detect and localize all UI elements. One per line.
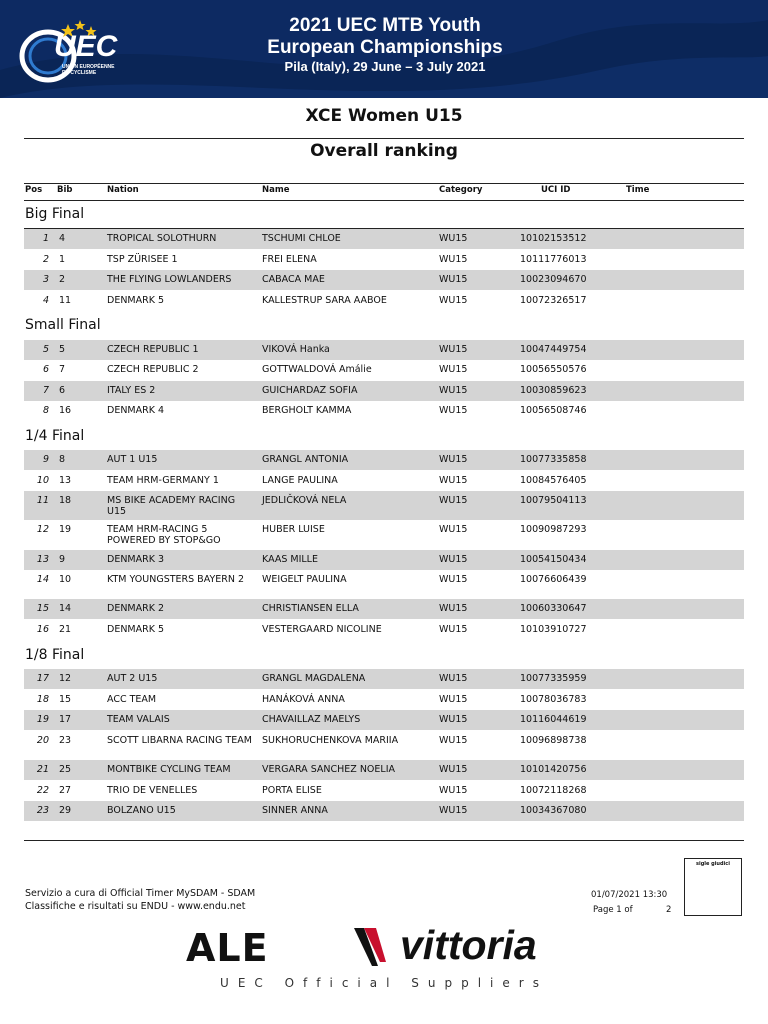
column-header-uci-id: UCI ID (541, 185, 571, 195)
cell-category: WU15 (439, 295, 468, 306)
cell-nation: DENMARK 5 (107, 624, 165, 635)
cell-pos: 16 (36, 624, 49, 635)
results-link-text: Classifiche e risultati su ENDU - www.endu.net (25, 901, 246, 912)
table-row (24, 450, 744, 470)
cell-bib: 25 (59, 764, 72, 775)
cell-pos: 13 (36, 554, 49, 565)
table-row (24, 491, 744, 520)
cell-bib: 14 (59, 603, 72, 614)
event-title-line3: Pila (Italy), 29 June – 3 July 2021 (284, 59, 486, 74)
cell-name: CHRISTIANSEN ELLA (262, 603, 359, 614)
cell-uci-id: 10078036783 (520, 694, 587, 705)
cell-pos: 2 (42, 254, 49, 265)
cell-nation: DENMARK 2 (107, 603, 165, 614)
cell-bib: 13 (59, 475, 72, 486)
cell-name: KAAS MILLE (262, 554, 318, 565)
cell-category: WU15 (439, 574, 468, 585)
cell-bib: 12 (59, 673, 72, 684)
cell-pos: 22 (36, 785, 49, 796)
cell-category: WU15 (439, 554, 468, 565)
cell-category: WU15 (439, 624, 468, 635)
cell-nation: TEAM HRM-GERMANY 1 (107, 475, 219, 486)
cell-uci-id: 10054150434 (520, 554, 587, 565)
cell-name: SINNER ANNA (262, 805, 328, 816)
cell-category: WU15 (439, 785, 468, 796)
cell-name: GUICHARDAZ SOFIA (262, 385, 358, 396)
table-row (24, 570, 744, 599)
table-row (24, 250, 744, 270)
cell-nation: TSP ZÜRISEE 1 (107, 254, 178, 265)
logo-wordmark: UEC (54, 30, 118, 63)
cell-category: WU15 (439, 385, 468, 396)
table-row (24, 229, 744, 249)
table-row (24, 599, 744, 619)
cell-bib: 17 (59, 714, 72, 725)
column-header-pos: Pos (25, 185, 43, 195)
column-header-bib: Bib (57, 185, 73, 195)
cell-pos: 12 (36, 524, 49, 535)
cell-pos: 20 (36, 735, 49, 746)
cell-pos: 9 (42, 454, 49, 465)
cell-pos: 6 (42, 364, 49, 375)
cell-name: TSCHUMI CHLOE (262, 233, 341, 244)
ale-sponsor-logo: ALE (186, 926, 269, 970)
cell-name: SUKHORUCHENKOVA MARIIA (262, 735, 399, 746)
cell-nation: TROPICAL SOLOTHURN (107, 233, 217, 244)
cell-nation: AUT 1 U15 (107, 454, 158, 465)
race-title: XCE Women U15 (305, 106, 463, 126)
cell-pos: 10 (36, 475, 49, 486)
cell-bib: 7 (59, 364, 66, 375)
cell-nation: DENMARK 4 (107, 405, 165, 416)
section-small-final: Small Final (25, 317, 101, 333)
cell-uci-id: 10030859623 (520, 385, 587, 396)
cell-name: KALLESTRUP SARA AABOE (262, 295, 387, 306)
cell-name: BERGHOLT KAMMA (262, 405, 352, 416)
page-label: Page 1 of (593, 905, 633, 915)
cell-name: GOTTWALDOVÁ Amálie (262, 364, 372, 375)
cell-uci-id: 10060330647 (520, 603, 587, 614)
website-link[interactable] (634, 16, 768, 31)
table-row (24, 381, 744, 401)
cell-nation: THE FLYING LOWLANDERS (107, 274, 232, 285)
cell-pos: 7 (42, 385, 49, 396)
cell-pos: 21 (36, 764, 49, 775)
table-row (24, 669, 744, 689)
header-top-divider (24, 183, 744, 184)
cell-pos: 18 (36, 694, 49, 705)
ranking-title: Overall ranking (310, 141, 458, 161)
cell-category: WU15 (439, 364, 468, 375)
cell-pos: 23 (36, 805, 49, 816)
table-row (24, 270, 744, 290)
column-header-category: Category (439, 185, 483, 195)
table-row (24, 760, 744, 780)
cell-nation: TEAM VALAIS (107, 714, 170, 725)
cell-pos: 5 (42, 344, 49, 355)
table-row (24, 731, 744, 760)
column-header-time: Time (626, 185, 650, 195)
cell-category: WU15 (439, 694, 468, 705)
cell-pos: 8 (42, 405, 49, 416)
cell-name: WEIGELT PAULINA (262, 574, 347, 585)
cell-name: VERGARA SANCHEZ NOELIA (262, 764, 395, 775)
table-row (24, 801, 744, 821)
cell-bib: 9 (59, 554, 66, 565)
cell-uci-id: 10034367080 (520, 805, 587, 816)
cell-nation: CZECH REPUBLIC 1 (107, 344, 199, 355)
service-credit: Servizio a cura di Official Timer MySDAM - SDAM (25, 888, 256, 899)
cell-pos: 19 (36, 714, 49, 725)
cell-uci-id: 10079504113 (520, 495, 587, 506)
cell-pos: 11 (36, 495, 49, 506)
cell-uci-id: 10047449754 (520, 344, 587, 355)
cell-pos: 1 (42, 233, 49, 244)
cell-name: HANÁKOVÁ ANNA (262, 694, 345, 705)
event-title-line2: European Championships (267, 37, 503, 58)
cell-nation: SCOTT LIBARNA RACING TEAM (107, 735, 252, 746)
cell-name: VIKOVÁ Hanka (262, 344, 330, 355)
cell-nation: MS BIKE ACADEMY RACING U15 (107, 495, 236, 517)
table-row (24, 620, 744, 640)
cell-pos: 17 (36, 673, 49, 684)
cell-bib: 21 (59, 624, 72, 635)
cell-uci-id: 10116044619 (520, 714, 587, 725)
section-eighth-final: 1/8 Final (25, 647, 85, 663)
cell-category: WU15 (439, 233, 468, 244)
cell-nation: ACC TEAM (107, 694, 157, 705)
cell-uci-id: 10077335959 (520, 673, 587, 684)
cell-pos: 4 (42, 295, 49, 306)
cell-bib: 6 (59, 385, 66, 396)
cell-bib: 23 (59, 735, 72, 746)
table-row (24, 291, 744, 311)
cell-category: WU15 (439, 475, 468, 486)
cell-name: LANGE PAULINA (262, 475, 338, 486)
cell-name: VESTERGAARD NICOLINE (262, 624, 382, 635)
cell-category: WU15 (439, 805, 468, 816)
table-row (24, 471, 744, 491)
cell-bib: 18 (59, 495, 72, 506)
cell-bib: 15 (59, 694, 72, 705)
cell-uci-id: 10090987293 (520, 524, 587, 535)
cell-nation: CZECH REPUBLIC 2 (107, 364, 199, 375)
cell-uci-id: 10111776013 (520, 254, 587, 265)
cell-name: CHAVAILLAZ MAELYS (262, 714, 361, 725)
cell-uci-id: 10102153512 (520, 233, 587, 244)
cell-category: WU15 (439, 764, 468, 775)
section-quarter-final: 1/4 Final (25, 428, 85, 444)
vittoria-emblem-icon (350, 926, 404, 968)
cell-uci-id: 10056508746 (520, 405, 587, 416)
cell-uci-id: 10072118268 (520, 785, 587, 796)
cell-bib: 19 (59, 524, 72, 535)
cell-uci-id: 10023094670 (520, 274, 587, 285)
table-row (24, 401, 744, 421)
table-row (24, 710, 744, 730)
cell-nation: TEAM HRM-RACING 5 POWERED BY STOP&GO (107, 524, 221, 546)
cell-uci-id: 10076606439 (520, 574, 587, 585)
cell-name: CABACA MAE (262, 274, 325, 285)
cell-nation: AUT 2 U15 (107, 673, 158, 684)
cell-category: WU15 (439, 454, 468, 465)
page-total: 2 (666, 905, 672, 915)
vittoria-sponsor-logo: vittoria (400, 922, 537, 968)
table-row (24, 520, 744, 549)
cell-uci-id: 10101420756 (520, 764, 587, 775)
cell-category: WU15 (439, 603, 468, 614)
cell-bib: 10 (59, 574, 72, 585)
cell-category: WU15 (439, 714, 468, 725)
cell-bib: 5 (59, 344, 66, 355)
cell-category: WU15 (439, 673, 468, 684)
section-big-final: Big Final (25, 206, 85, 222)
cell-nation: TRIO DE VENELLES (107, 785, 198, 796)
column-header-nation: Nation (107, 185, 139, 195)
cell-nation: MONTBIKE CYCLING TEAM (107, 764, 231, 775)
cell-uci-id: 10077335858 (520, 454, 587, 465)
judge-signature-label: sigle giudici (696, 861, 730, 867)
table-bottom-divider (24, 840, 744, 841)
judge-signature-box (684, 858, 742, 916)
cell-uci-id: 10096898738 (520, 735, 587, 746)
cell-bib: 27 (59, 785, 72, 796)
cell-bib: 16 (59, 405, 72, 416)
header-bottom-divider (24, 200, 744, 201)
cell-category: WU15 (439, 405, 468, 416)
cell-category: WU15 (439, 274, 468, 285)
logo-subtitle: UNION EUROPÉENNE DE CYCLISME (62, 64, 115, 76)
cell-uci-id: 10056550576 (520, 364, 587, 375)
table-row (24, 781, 744, 801)
header-banner (0, 0, 768, 98)
cell-nation: ITALY ES 2 (107, 385, 156, 396)
cell-bib: 1 (59, 254, 66, 265)
cell-pos: 14 (36, 574, 49, 585)
cell-bib: 11 (59, 295, 72, 306)
cell-category: WU15 (439, 735, 468, 746)
cell-uci-id: 10103910727 (520, 624, 587, 635)
title-divider (24, 138, 744, 139)
cell-nation: DENMARK 5 (107, 295, 165, 306)
cell-name: PORTA ELISE (262, 785, 322, 796)
cell-category: WU15 (439, 495, 468, 506)
cell-name: FREI ELENA (262, 254, 317, 265)
cell-category: WU15 (439, 254, 468, 265)
cell-category: WU15 (439, 344, 468, 355)
cell-category: WU15 (439, 524, 468, 535)
cell-name: GRANGL MAGDALENA (262, 673, 366, 684)
cell-bib: 8 (59, 454, 66, 465)
cell-uci-id: 10072326517 (520, 295, 587, 306)
table-row (24, 690, 744, 710)
table-row (24, 360, 744, 380)
cell-bib: 2 (59, 274, 66, 285)
table-row (24, 340, 744, 360)
column-header-name: Name (262, 185, 290, 195)
event-title-line1: 2021 UEC MTB Youth (289, 15, 481, 36)
cell-pos: 15 (36, 603, 49, 614)
cell-bib: 4 (59, 233, 66, 244)
cell-nation: DENMARK 3 (107, 554, 165, 565)
cell-nation: BOLZANO U15 (107, 805, 176, 816)
cell-uci-id: 10084576405 (520, 475, 587, 486)
table-row (24, 550, 744, 570)
cell-nation: KTM YOUNGSTERS BAYERN 2 (107, 574, 245, 585)
cell-name: GRANGL ANTONIA (262, 454, 349, 465)
cell-name: HUBER LUISE (262, 524, 325, 535)
suppliers-caption: UEC Official Suppliers (220, 976, 548, 990)
cell-pos: 3 (42, 274, 49, 285)
cell-bib: 29 (59, 805, 72, 816)
print-datetime: 01/07/2021 13:30 (591, 890, 668, 900)
cell-name: JEDLIČKOVÁ NELA (262, 495, 347, 506)
